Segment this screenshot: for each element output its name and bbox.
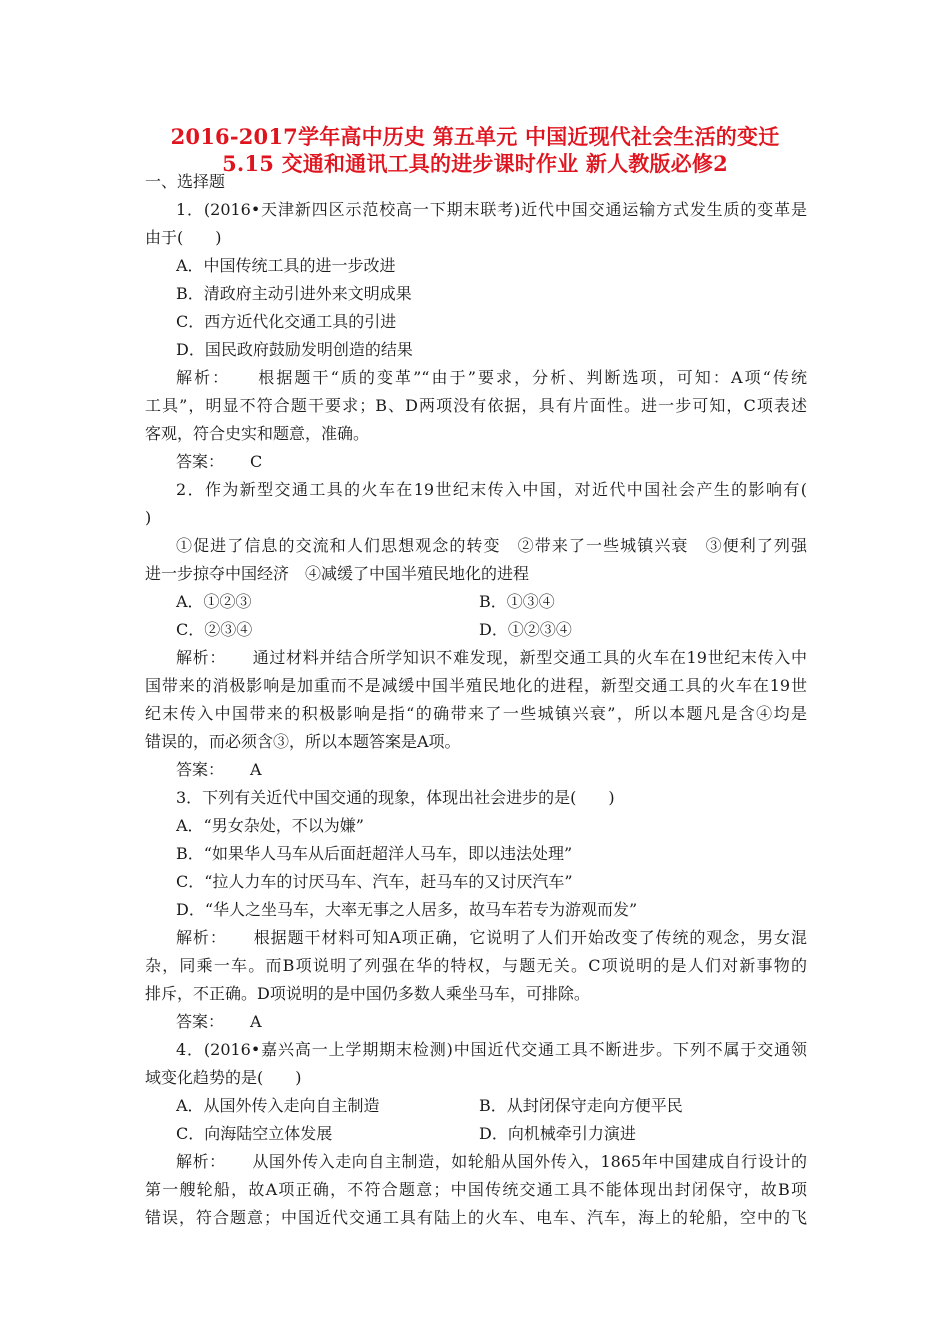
q4-stem-line2: 域变化趋势的是( ): [145, 1068, 302, 1087]
q3-option-a: A．“男女杂处，不以为嫌”: [176, 816, 364, 835]
q2-option-c: C．②③④: [176, 620, 253, 639]
q2-stem-line1: 2．作为新型交通工具的火车在19世纪末传入中国，对近代中国社会产生的影响有(: [176, 480, 807, 499]
q3-explanation-line3: 排斥，不正确。D项说明的是中国仍多数人乘坐马车，可排除。: [145, 984, 590, 1003]
q4-explanation-line3: 错误，符合题意；中国近代交通工具有陆上的火车、电车、汽车，海上的轮船，空中的飞: [145, 1208, 807, 1227]
q2-explanation-line2: 国带来的消极影响是加重而不是减缓中国半殖民地化的进程，新型交通工具的火车在19世: [145, 676, 807, 695]
explanation-label: 解析：: [176, 928, 227, 947]
q4-option-b: B．从封闭保守走向方便平民: [479, 1096, 683, 1115]
explanation-label: 解析：: [176, 368, 231, 387]
q4-stem-line1: 4．(2016•嘉兴高一上学期期末检测)中国近代交通工具不断进步。下列不属于交通领: [176, 1040, 807, 1059]
q4-option-a: A．从国外传入走向自主制造: [176, 1096, 380, 1115]
explanation-label: 解析：: [176, 648, 227, 667]
explanation-text: 通过材料并结合所学知识不难发现，新型交通工具的火车在19世纪末传入中: [252, 648, 807, 667]
q4-explanation-line2: 第一艘轮船，故A项正确，不符合题意；中国传统交通工具不能体现出封闭保守，故B项: [145, 1180, 807, 1199]
q3-option-d: D．“华人之坐马车，大率无事之人居多，故马车若专为游观而发”: [176, 900, 638, 919]
document-title-line1: 2016-2017学年高中历史 第五单元 中国近现代社会生活的变迁: [170, 124, 780, 149]
q1-stem-line2: 由于( ): [145, 228, 222, 247]
q2-answer: [176, 759, 262, 781]
q1-explanation-line3: 客观，符合史实和题意，准确。: [145, 424, 370, 443]
q1-explanation-line1: [176, 367, 807, 389]
explanation-text: 根据题干“质的变革”“由于”要求，分析、判断选项，可知：A项“传统: [256, 368, 807, 387]
q3-option-b: B．“如果华人马车从后面赶超洋人马车，即以违法处理”: [176, 844, 573, 863]
q1-explanation-line2: 工具”，明显不符合题干要求；B、D两项没有依据，具有片面性。进一步可知，C项表述: [145, 396, 807, 415]
document-title-line2: 5.15 交通和通讯工具的进步课时作业 新人教版必修2: [222, 151, 728, 176]
q3-stem: 3．下列有关近代中国交通的现象，体现出社会进步的是( ): [176, 788, 615, 807]
q1-stem-line1: 1．(2016•天津新四区示范校高一下期末联考)近代中国交通运输方式发生质的变革是: [176, 200, 807, 219]
answer-value: A: [250, 1012, 262, 1031]
q2-option-d: D．①②③④: [479, 620, 572, 639]
explanation-text: 根据题干材料可知A项正确，它说明了人们开始改变了传统的观念，男女混: [252, 928, 807, 947]
q2-option-b: B．①③④: [479, 592, 555, 611]
q3-answer: [176, 1011, 262, 1033]
q2-explanation-line4: 错误的，而必须含③，所以本题答案是A项。: [145, 732, 461, 751]
q2-statements-line2: 进一步掠夺中国经济 ④减缓了中国半殖民地化的进程: [145, 564, 530, 583]
answer-label: 答案：: [176, 760, 225, 779]
q1-option-d: D．国民政府鼓励发明创造的结果: [176, 340, 413, 359]
q4-explanation-line1: [176, 1151, 807, 1173]
q3-explanation-line1: [176, 927, 807, 949]
q3-explanation-line2: 杂，同乘一车。而B项说明了列强在华的特权，与题无关。C项说明的是人们对新事物的: [145, 956, 807, 975]
q3-option-c: C．“拉人力车的讨厌马车、汽车，赶马车的又讨厌汽车”: [176, 872, 573, 891]
answer-value: C: [250, 452, 263, 471]
q4-option-d: D．向机械牵引力演进: [479, 1124, 636, 1143]
q1-option-b: B．清政府主动引进外来文明成果: [176, 284, 412, 303]
q4-option-c: C．向海陆空立体发展: [176, 1124, 333, 1143]
q2-stem-line2: ): [145, 508, 152, 527]
q2-explanation-line3: 纪末传入中国带来的积极影响是指“的确带来了一些城镇兴衰”，所以本题凡是含④均是: [145, 704, 807, 723]
answer-value: A: [250, 760, 262, 779]
q1-option-a: A．中国传统工具的进一步改进: [176, 256, 396, 275]
q1-option-c: C．西方近代化交通工具的引进: [176, 312, 397, 331]
q2-explanation-line1: [176, 647, 807, 669]
section-heading: 一、选择题: [145, 172, 226, 191]
q2-option-a: A．①②③: [176, 592, 252, 611]
explanation-label: 解析：: [176, 1152, 226, 1171]
explanation-text: 从国外传入走向自主制造，如轮船从国外传入，1865年中国建成自行设计的: [251, 1152, 807, 1171]
q2-statements-line1: ①促进了信息的交流和人们思想观念的转变 ②带来了一些城镇兴衰 ③便利了列强: [176, 536, 807, 555]
answer-label: 答案：: [176, 1012, 225, 1031]
answer-label: 答案：: [176, 452, 225, 471]
q1-answer: [176, 451, 262, 473]
